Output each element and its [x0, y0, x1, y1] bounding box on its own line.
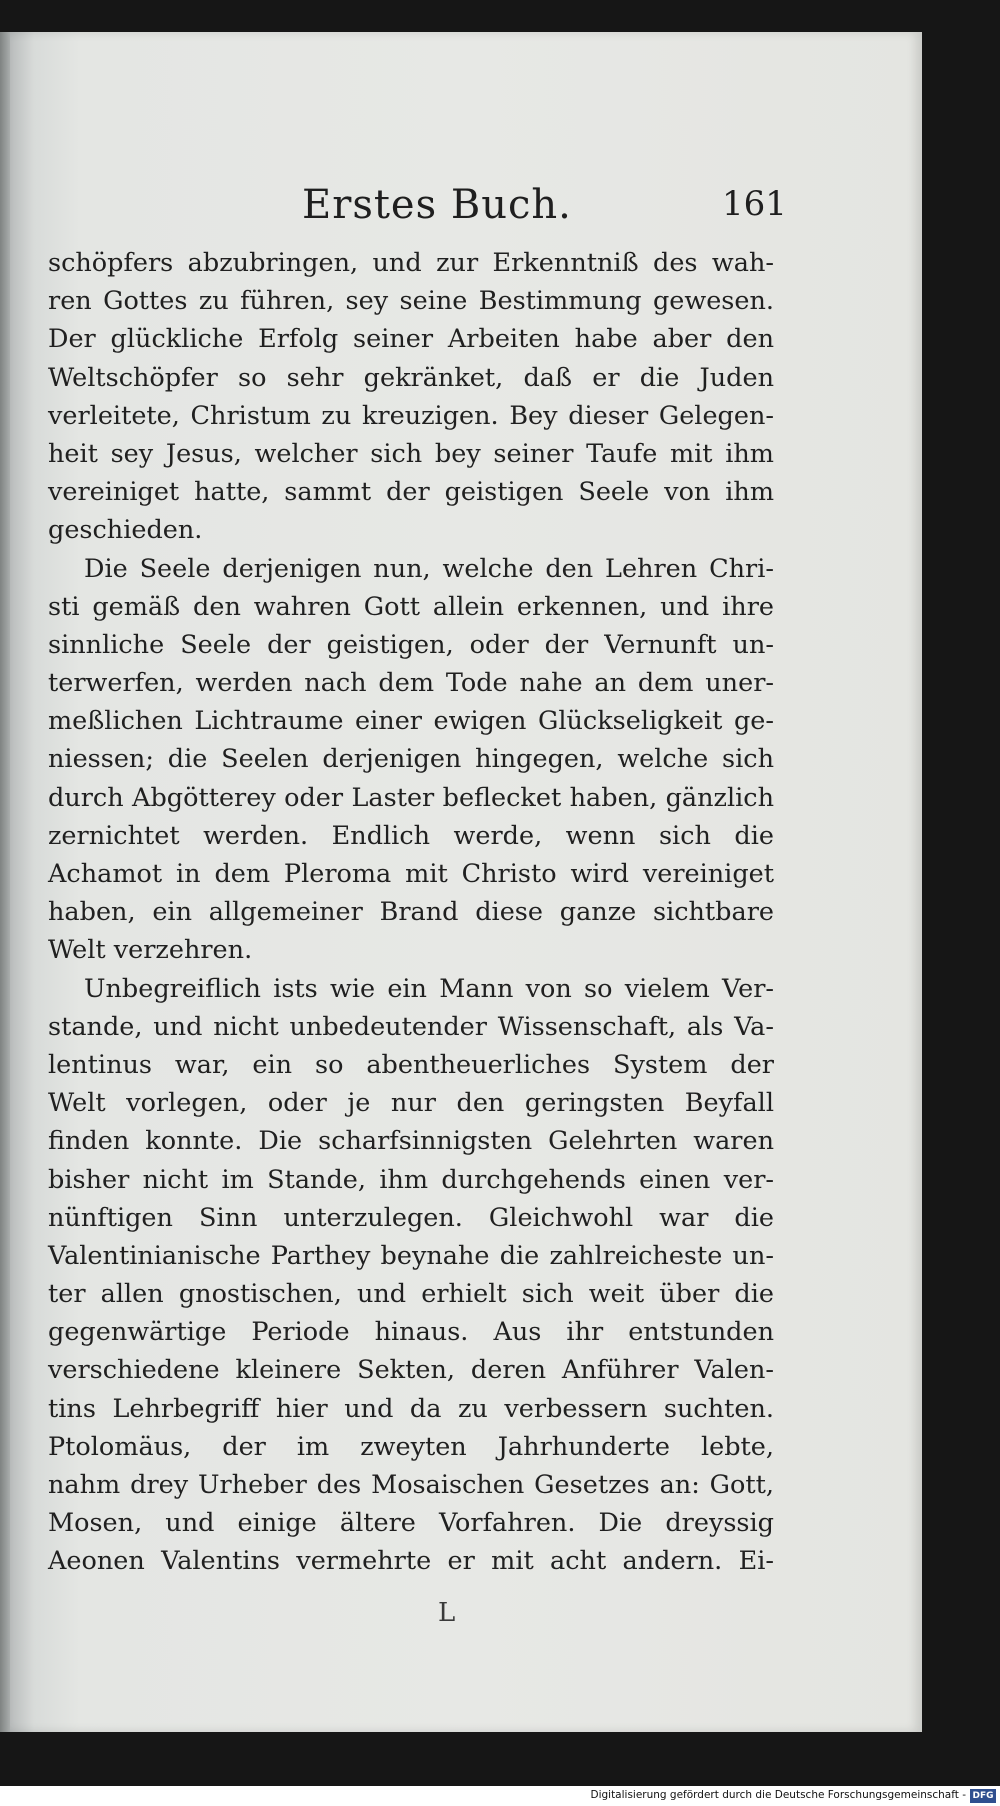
- text-line: lentinus war, ein so abentheuerliches System der: [48, 1049, 774, 1080]
- page-number: 161: [722, 184, 787, 224]
- text-line: ren Gottes zu führen, sey seine Bestimmung gewesen.: [48, 286, 774, 317]
- text-line: terwerfen, werden nach dem Tode nahe an dem uner-: [48, 668, 774, 699]
- text-line: stande, und nicht unbedeutender Wissenschaft, als Va-: [48, 1011, 774, 1042]
- text-line: sinnliche Seele der geistigen, oder der Vernunft un-: [48, 629, 774, 660]
- text-line: finden konnte. Die scharfsinnigsten Gelehrten waren: [48, 1126, 774, 1157]
- page-gutter-edge: [0, 32, 10, 1732]
- text-line: Achamot in dem Pleroma mit Christo wird vereiniget: [48, 859, 774, 889]
- text-line: Unbegreiflich ists wie ein Mann von so vielem Ver-: [84, 973, 774, 1004]
- page-header: [10, 182, 922, 232]
- funding-credit: Digitalisierung gefördert durch die Deutsche Forschungsgemeinschaft -: [590, 1789, 966, 1801]
- digitization-footer: [0, 1786, 1000, 1806]
- signature-mark: L: [438, 1598, 456, 1628]
- text-line: ter allen gnostischen, und erhielt sich weit über die: [48, 1279, 774, 1310]
- text-line: zernichtet werden. Endlich werde, wenn sich die: [48, 820, 774, 851]
- text-line: nünftigen Sinn unterzulegen. Gleichwohl war die: [48, 1202, 774, 1233]
- text-line: Welt vorlegen, oder je nur den geringsten Beyfall: [48, 1088, 774, 1119]
- text-line: Der glückliche Erfolg seiner Arbeiten habe aber den: [48, 324, 774, 355]
- book-page: [10, 32, 922, 1732]
- text-line: Welt verzehren.: [48, 935, 253, 966]
- text-line: Die Seele derjenigen nun, welche den Lehren Chri-: [84, 553, 774, 584]
- dfg-logo-icon: DFG: [970, 1789, 996, 1803]
- text-line: meßlichen Lichtraume einer ewigen Glückseligkeit ge-: [48, 706, 774, 737]
- text-line: schöpfers abzubringen, und zur Erkenntniß des wah-: [48, 248, 774, 278]
- text-line: geschieden.: [48, 515, 203, 546]
- text-line: gegenwärtige Periode hinaus. Aus ihr entstunden: [48, 1317, 774, 1348]
- text-line: Aeonen Valentins vermehrte er mit acht andern. Ei-: [48, 1546, 774, 1577]
- text-line: Valentinianische Parthey beynahe die zahlreicheste un-: [48, 1240, 774, 1271]
- text-line: nahm drey Urheber des Mosaischen Gesetzes an: Gott,: [48, 1470, 774, 1500]
- text-line: verschiedene kleinere Sekten, deren Anführer Valen-: [48, 1355, 774, 1386]
- running-title: Erstes Buch.: [302, 182, 572, 228]
- paragraph-3: [48, 970, 774, 1581]
- text-line: haben, ein allgemeiner Brand diese ganze sichtbare: [48, 897, 774, 928]
- text-line: vereiniget hatte, sammt der geistigen Seele von ihm: [48, 477, 774, 508]
- text-line: bisher nicht im Stande, ihm durchgehends einen ver-: [48, 1164, 774, 1195]
- text-line: verleitete, Christum zu kreuzigen. Bey dieser Gelegen-: [48, 400, 774, 431]
- text-line: Mosen, und einige ältere Vorfahren. Die dreyssig: [48, 1508, 774, 1539]
- text-line: tins Lehrbegriff hier und da zu verbessern suchten.: [48, 1393, 774, 1424]
- text-line: niessen; die Seelen derjenigen hingegen, welche sich: [48, 744, 774, 775]
- text-line: sti gemäß den wahren Gott allein erkennen, und ihre: [48, 591, 774, 622]
- text-line: Ptolomäus, der im zweyten Jahrhunderte lebte,: [48, 1431, 774, 1462]
- body-text: [48, 244, 774, 1581]
- text-line: durch Abgötterey oder Laster beflecket haben, gänzlich: [48, 782, 774, 813]
- paragraph-2: [48, 550, 774, 970]
- text-line: Weltschöpfer so sehr gekränket, daß er die Juden: [48, 362, 774, 393]
- text-line: heit sey Jesus, welcher sich bey seiner Taufe mit ihm: [48, 438, 774, 469]
- paragraph-1: [48, 244, 774, 550]
